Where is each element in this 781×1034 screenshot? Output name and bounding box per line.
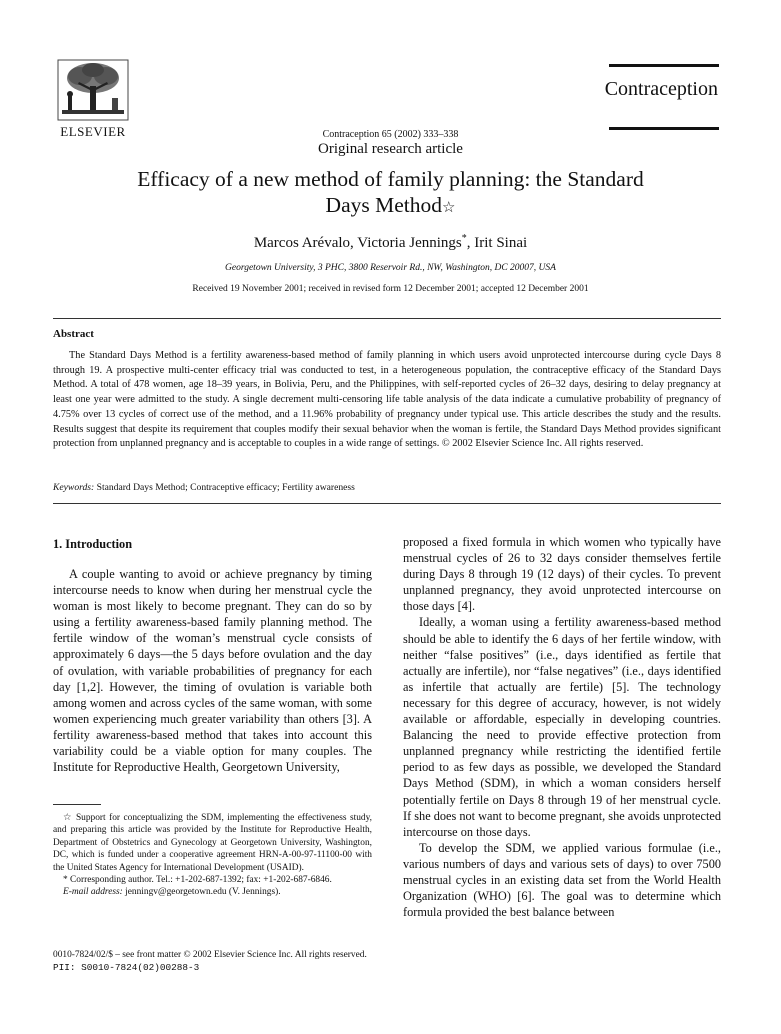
- abstract-heading: Abstract: [53, 328, 94, 340]
- authors-rest: , Irit Sinai: [466, 235, 528, 251]
- corresponding-author-mark[interactable]: *: [461, 233, 467, 244]
- abstract-top-rule: [53, 318, 721, 319]
- right-paragraph-2: Ideally, a woman using a fertility awareness-based method should be able to identify the 6 days of her fertile window, with neither “false positives” (i.e., days identified as fertile that actually are infertile), nor “false negatives” (i.e., days identified as infertile that actually are fertile) [5]. The technology necessary for this degree of accuracy, however, is not widely available or affordable, especially in developing countries. Balancing the need to provide effective protection from unplanned pregnancy while restricting the identified fertile period to as few days as possible, we developed the Standard Days Method (SDM), in which a woman considers herself potentially fertile on Days 8 through 19 of her menstrual cycle. If she does not want to become pregnant, she avoids unprotected intercourse on those days.: [403, 615, 721, 839]
- left-column: [53, 566, 372, 775]
- journal-rule-top: [609, 64, 719, 67]
- right-paragraph-3: To develop the SDM, we applied various formulae (i.e., various numbers of days and various sets of days) to over 7500 menstrual cycles in an existing data set from the World Health Organization (WHO) [6]. The goal was to determine which formula provided the best balance between: [403, 840, 721, 920]
- authors-names: Marcos Arévalo, Victoria Jennings: [253, 235, 462, 251]
- publisher-logo: [52, 58, 134, 140]
- right-paragraph-1: proposed a fixed formula in which women who typically have menstrual cycles of 26 to 32 days consider themselves fertile during Days 8 through 19 (12 days) of their cycles. To prevent unplanned pregnancy, they avoid unprotected intercourse on those days [4].: [403, 535, 721, 614]
- journal-name: Contraception: [604, 78, 718, 100]
- footnote-rule: [53, 804, 101, 805]
- section-heading-introduction: 1. Introduction: [53, 537, 133, 551]
- received-dates: Received 19 November 2001; received in revised form 12 December 2001; accepted 12 December 2001: [192, 284, 589, 294]
- front-matter-line: 0010-7824/02/$ – see front matter © 2002 Elsevier Science Inc. All rights reserved.: [53, 950, 367, 960]
- keywords-text: Standard Days Method; Contraceptive efficacy; Fertility awareness: [94, 482, 355, 493]
- journal-citation: Contraception 65 (2002) 333–338: [322, 129, 459, 140]
- footnotes: [53, 812, 372, 899]
- title-line-1: Efficacy of a new method of family planning: the Standard: [137, 167, 644, 191]
- title-footnote-mark[interactable]: ☆: [442, 200, 456, 216]
- publisher-name: ELSEVIER: [60, 124, 126, 139]
- affiliation: Georgetown University, 3 PHC, 3800 Reservoir Rd., NW, Washington, DC 20007, USA: [225, 263, 556, 273]
- author-list: [0, 233, 781, 252]
- keywords-label: Keywords:: [53, 482, 95, 493]
- abstract-text: The Standard Days Method is a fertility awareness-based method of family planning in which users avoid unprotected intercourse during cycle Days 8 through 19. A prospective multi-center efficacy trial was conducted to test, in a heterogeneous population, the contraceptive efficacy of the Standard Days Method. A total of 478 women, age 18–39 years, in Bolivia, Peru, and the Philippines, with self-reported cycles of 26–32 days, desiring to delay pregnancy at least one year were admitted to the study. A single decrement multi-censoring life table analysis of the data indicate a cumulative probability of pregnancy of 4.75% over 13 cycles of correct use of the method, and a 11.96% probability of pregnancy under typical use. This article describes the study and the results. Results suggest that despite its requirement that couples modify their sexual behavior when the woman is fertile, the Standard Days Method provides significant protection from unplanned pregnancy and is acceptable to couples in a wide range of settings. © 2002 Elsevier Science Inc. All rights reserved.: [53, 350, 721, 450]
- email-address[interactable]: jenningv@georgetown.edu (V. Jennings).: [122, 887, 281, 898]
- intro-paragraph-1: A couple wanting to avoid or achieve pregnancy by timing intercourse needs to know when during her menstrual cycle the woman is most likely to become pregnant. They can do so by using a fertility awareness-based family planning method. The fertile window of the woman’s menstrual cycle consists of approximately 6 days—the 5 days before ovulation and the day of ovulation, with variable probabilities of pregnancy for each day [1,2]. However, the timing of ovulation is variable both among women and across cycles of the same woman, with some women experiencing much greater variability than others [3]. A fertility awareness-based method that takes into account this variability could be a viable option for many couples. The Institute for Reproductive Health, Georgetown University,: [53, 567, 372, 775]
- abstract-bottom-rule: [53, 503, 721, 504]
- email-label: E-mail address:: [63, 887, 123, 898]
- title-line-2: Days Method: [325, 193, 442, 217]
- keywords: [53, 482, 355, 493]
- footnote-support: ☆ Support for conceptualizing the SDM, implementing the effectiveness study, and preparing this article was provided by the Institute for Reproductive Health, Department of Obstetrics and Gynecology at Georgetown University, Washington, DC, which is funded under a cooperative agreement HRN-A-00-97-11100-00 with the United States Agency for International Development (USAID).: [53, 813, 372, 873]
- footnote-corresponding: * Corresponding author. Tel.: +1-202-687-1392; fax: +1-202-687-6846.: [63, 875, 332, 886]
- article-type: Original research article: [318, 141, 463, 157]
- abstract-body: [53, 349, 721, 452]
- elsevier-tree-logo-icon: [56, 58, 130, 122]
- article-title: [100, 166, 681, 221]
- page-footer: [53, 949, 367, 974]
- pii-line: PII: S0010-7824(02)00288-3: [53, 961, 200, 973]
- right-column: [403, 534, 721, 920]
